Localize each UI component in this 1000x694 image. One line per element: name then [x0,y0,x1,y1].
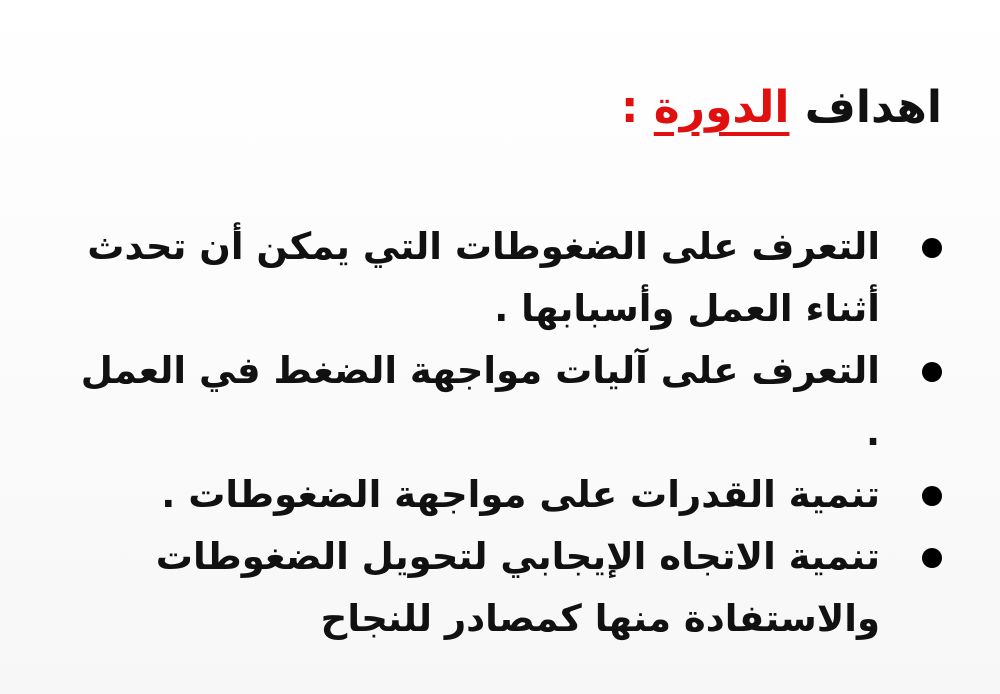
slide-title [621,82,942,135]
list-item [120,526,880,650]
objectives-list [80,216,880,650]
list-item [120,464,880,526]
list-item-line: التعرف على آليات مواجهة الضغط في العمل [80,349,880,392]
list-item-line: تنمية القدرات على مواجهة الضغوطات . [161,473,880,516]
list-item-line: والاستفادة منها كمصادر للنجاح [320,597,880,640]
title-highlight: الدورة [653,82,790,133]
list-item [80,340,880,464]
list-item-line: تنمية الاتجاه الإيجابي لتحويل الضغوطات [155,535,880,578]
title-prefix: اهداف [789,82,942,133]
bullet-dot-icon [922,486,942,506]
list-item-line: التعرف على الضغوطات التي يمكن أن تحدث [87,225,880,268]
bullet-dot-icon [922,238,942,258]
list-item [87,216,880,340]
title-colon: : [620,82,654,133]
list-item-line: أثناء العمل وأسبابها . [494,287,880,330]
list-item-line: . [865,411,880,454]
bullet-dot-icon [922,548,942,568]
bullet-dot-icon [922,362,942,382]
